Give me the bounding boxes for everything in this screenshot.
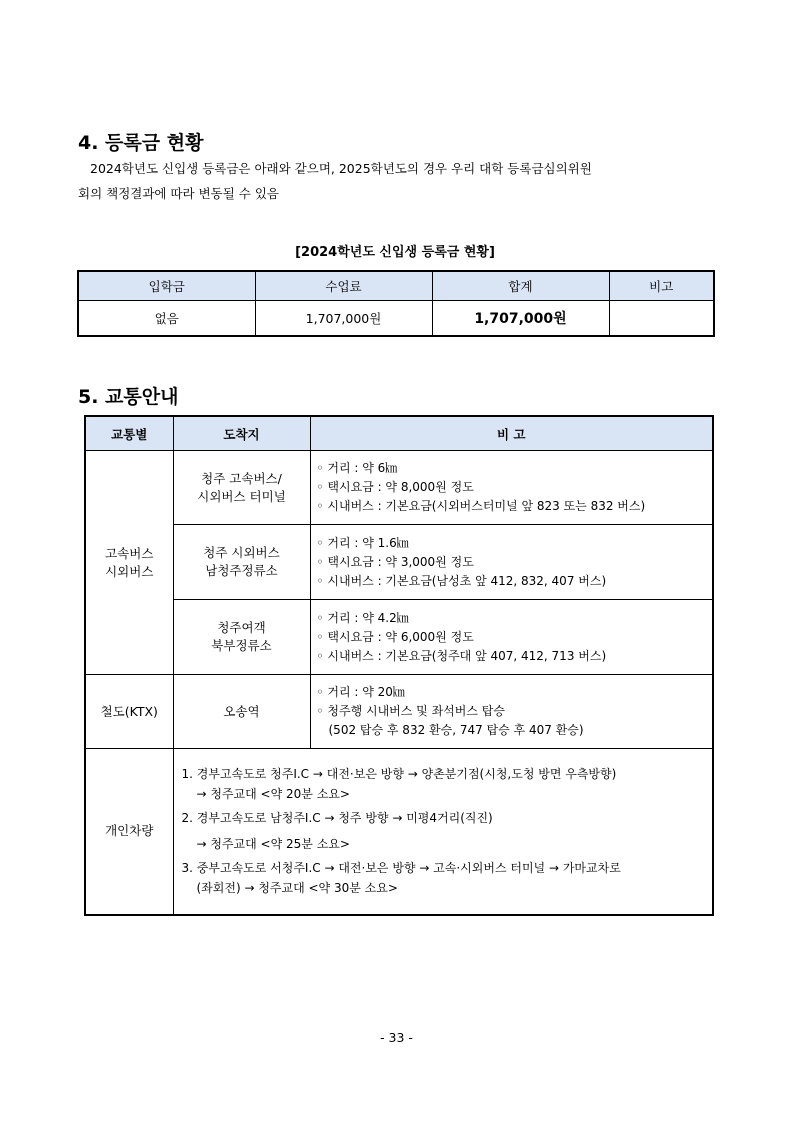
table-row: [85, 600, 713, 675]
transport-info-cell: [310, 525, 713, 600]
rail-mode-cell: 철도(KTX): [85, 675, 173, 749]
car-route-2: [182, 808, 709, 854]
page-number: - 33 -: [380, 1030, 413, 1045]
section4-paragraph-line1: 2024학년도 신입생 등록금은 아래와 같으며, 2025학년도의 경우 우리 대학 등록금심의위원: [90, 161, 592, 176]
route-line: (좌회전) → 청주교대 <약 30분 소요>: [196, 881, 398, 896]
destination-line2: 시외버스 터미널: [197, 488, 286, 504]
info-line: ◦ 택시요금 : 약 8,000원 정도: [316, 480, 474, 494]
info-line: ◦ 시내버스 : 기본요금(남성초 앞 412, 832, 407 버스): [316, 573, 607, 588]
table-row: [85, 675, 713, 749]
route-line: 2. 경부고속도로 남청주I.C → 청주 방향 → 미평4거리(직진): [181, 811, 493, 826]
bus-mode-line2: 시외버스: [105, 563, 154, 579]
info-line: ◦ 택시요금 : 약 6,000원 정도: [316, 629, 474, 644]
transport-table: [84, 415, 714, 916]
table-row: [85, 451, 713, 525]
transport-info-cell: [310, 600, 713, 675]
destination-cell: [173, 525, 310, 600]
tuition-table-caption: [2024학년도 신입생 등록금 현황]: [295, 245, 495, 260]
car-routes-cell: [173, 749, 713, 915]
transport-header-cell: 교통별: [85, 416, 173, 451]
tuition-header-cell: 수업료: [255, 271, 432, 301]
info-line: ◦ 택시요금 : 약 3,000원 정도: [316, 554, 474, 569]
info-line: ◦ 시내버스 : 기본요금(시외버스터미널 앞 823 또는 832 버스): [316, 499, 646, 513]
total-fee-cell: 1,707,000원: [432, 301, 609, 337]
info-line: (502 탑승 후 832 환승, 747 탑승 후 407 환승): [328, 723, 584, 737]
destination-line2: 북부정류소: [211, 638, 272, 653]
tuition-header-cell: 합계: [432, 271, 609, 301]
car-route-3: [182, 858, 709, 898]
section4-heading: 4. 등록금 현황: [78, 132, 204, 154]
info-line: ◦ 거리 : 약 1.6㎞: [316, 535, 409, 550]
transport-header-cell: 비 고: [310, 416, 713, 451]
info-line: ◦ 거리 : 약 20㎞: [316, 685, 405, 699]
admission-fee-cell: 없음: [78, 301, 255, 337]
transport-header-cell: 도착지: [173, 416, 310, 451]
tuition-header-row: [78, 271, 714, 301]
route-line: → 청주교대 <약 20분 소요>: [196, 787, 350, 802]
tuition-fee-cell: 1,707,000원: [255, 301, 432, 337]
tuition-header-cell: 비고: [609, 271, 714, 301]
destination-cell: [173, 600, 310, 675]
info-line: ◦ 거리 : 약 6㎞: [316, 461, 398, 475]
tuition-table: [77, 270, 715, 337]
route-line: → 청주교대 <약 25분 소요>: [196, 837, 350, 852]
destination-cell: 오송역: [173, 675, 310, 749]
bus-mode-cell: [85, 451, 173, 675]
car-route-1: [182, 764, 709, 804]
section4-paragraph-line2: 회의 책정결과에 따라 변동될 수 있음: [78, 186, 279, 201]
destination-line2: 남청주정류소: [205, 563, 278, 578]
transport-info-cell: [310, 451, 713, 525]
transport-info-cell: [310, 675, 713, 749]
table-row: [78, 301, 714, 337]
car-mode-cell: 개인차량: [85, 749, 173, 915]
info-line: ◦ 거리 : 약 4.2㎞: [316, 610, 409, 625]
destination-line1: 청주 시외버스: [203, 545, 280, 560]
info-line: ◦ 청주행 시내버스 및 좌석버스 탑승: [316, 704, 505, 718]
transport-header-row: [85, 416, 713, 451]
info-line: ◦ 시내버스 : 기본요금(청주대 앞 407, 412, 713 버스): [316, 648, 607, 663]
section5-heading: 5. 교통안내: [78, 386, 179, 408]
destination-cell: [173, 451, 310, 525]
destination-line1: 청주 고속버스/: [201, 470, 282, 486]
route-line: 1. 경부고속도로 청주I.C → 대전·보은 방향 → 양촌분기점(시청,도청 방면 우측방향): [181, 767, 617, 782]
table-row: [85, 749, 713, 915]
section4-paragraph: [78, 156, 718, 206]
table-row: [85, 525, 713, 600]
route-line: 3. 중부고속도로 서청주I.C → 대전·보은 방향 → 고속·시외버스 터미널 → 가마교차로: [181, 861, 621, 876]
destination-line1: 청주여객: [217, 620, 266, 635]
remarks-cell: [609, 301, 714, 337]
tuition-header-cell: 입학금: [78, 271, 255, 301]
bus-mode-line1: 고속버스: [105, 545, 154, 561]
